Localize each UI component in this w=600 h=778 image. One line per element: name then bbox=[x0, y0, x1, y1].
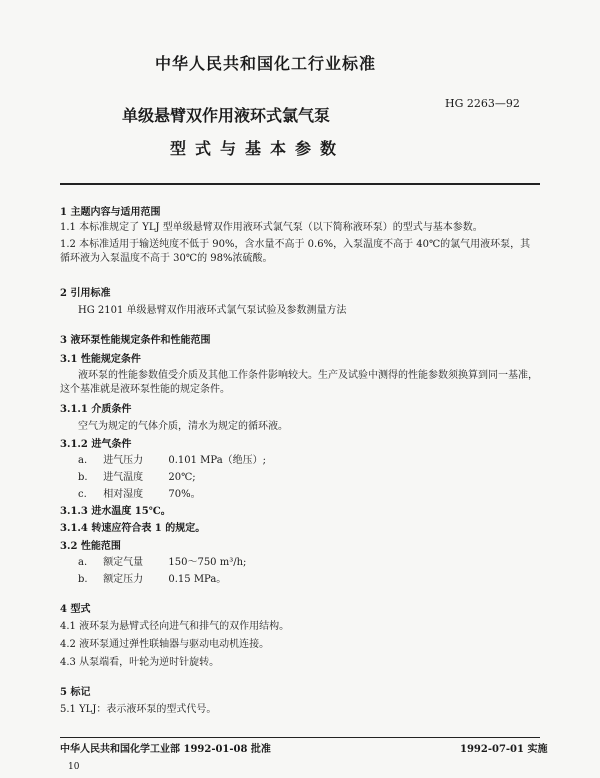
intake-item bbox=[78, 471, 196, 485]
range-item bbox=[78, 573, 226, 587]
implementation-date: 1992-07-01 实施 bbox=[460, 744, 548, 755]
clause-4-2: 4.2 液环泵通过弹性联轴器与驱动电动机连接。 bbox=[60, 639, 270, 650]
clause-4-1: 4.1 液环泵为悬臂式径向进气和排气的双作用结构。 bbox=[60, 621, 290, 632]
clause-3-1-1-heading: 3.1.1 介质条件 bbox=[60, 404, 132, 415]
section-4-title: 4 型式 bbox=[60, 604, 91, 615]
item-label: 额定气量 bbox=[103, 557, 144, 568]
section-3-title: 3 液环泵性能规定条件和性能范围 bbox=[60, 335, 211, 346]
clause-4-3: 4.3 从泵端看，叶轮为逆时针旋转。 bbox=[60, 657, 220, 668]
item-value: 0.101 MPa（绝压）; bbox=[168, 455, 267, 466]
item-mark: a. bbox=[78, 557, 88, 568]
item-mark: c. bbox=[78, 489, 87, 500]
item-value: 150～750 m³/h; bbox=[168, 557, 247, 568]
clause-3-1-3: 3.1.3 进水温度 15℃。 bbox=[60, 506, 171, 517]
item-label: 额定压力 bbox=[103, 574, 144, 585]
item-value: 0.15 MPa。 bbox=[168, 574, 227, 585]
approval-note: 中华人民共和国化学工业部 1992-01-08 批准 bbox=[60, 744, 271, 755]
section-1-title: 1 主题内容与适用范围 bbox=[60, 207, 161, 218]
section-5-title: 5 标记 bbox=[60, 687, 91, 698]
page-number: 10 bbox=[68, 762, 80, 772]
reference-standard: HG 2101 单级悬臂双作用液环式氯气泵试验及参数测量方法 bbox=[78, 305, 347, 316]
standard-name-line1: 单级悬臂双作用液环式氯气泵 bbox=[122, 106, 331, 125]
item-label: 进气温度 bbox=[103, 472, 144, 483]
item-mark: b. bbox=[78, 472, 88, 483]
item-mark: b. bbox=[78, 574, 88, 585]
standard-code: HG 2263—92 bbox=[445, 97, 520, 110]
range-item bbox=[78, 556, 246, 570]
section-2-title: 2 引用标准 bbox=[60, 288, 111, 299]
item-mark: a. bbox=[78, 455, 88, 466]
clause-3-2-heading: 3.2 性能范围 bbox=[60, 541, 121, 552]
standard-name-line2: 型式与基本参数 bbox=[170, 139, 346, 158]
item-value: 20℃; bbox=[168, 472, 196, 483]
clause-3-1-heading: 3.1 性能规定条件 bbox=[60, 354, 141, 365]
clause-3-1-text: 液环泵的性能参数值受介质及其他工作条件影响较大。生产及试验中测得的性能参数须换算到同一基准，这个基准就是液环泵性能的规定条件。 bbox=[60, 370, 538, 395]
footer-rule bbox=[60, 737, 540, 738]
intake-item bbox=[78, 454, 266, 468]
clause-1-1: 1.1 本标准规定了 YLJ 型单级悬臂双作用液环式氯气泵（以下简称液环泵）的型式与基本参数。 bbox=[60, 222, 483, 233]
intake-item bbox=[78, 488, 201, 502]
header-rule bbox=[60, 183, 540, 185]
clause-3-1-1-text: 空气为规定的气体介质，清水为规定的循环液。 bbox=[78, 421, 288, 432]
clause-5-1: 5.1 YLJ：表示液环泵的型式代号。 bbox=[60, 704, 217, 715]
clause-3-1-2-heading: 3.1.2 进气条件 bbox=[60, 439, 132, 450]
item-label: 进气压力 bbox=[103, 455, 144, 466]
org-title: 中华人民共和国化工行业标准 bbox=[155, 54, 377, 73]
item-value: 70%。 bbox=[168, 489, 201, 500]
clause-1-2: 1.2 本标准适用于输送纯度不低于 90%，含水量不高于 0.6%，入泵温度不高于 40℃的氯气用液环泵，其循环液为入泵温度不高于 30℃的 98%浓硫酸。 bbox=[60, 239, 531, 264]
item-label: 相对湿度 bbox=[103, 489, 144, 500]
clause-3-1-4: 3.1.4 转速应符合表 1 的规定。 bbox=[60, 523, 206, 534]
